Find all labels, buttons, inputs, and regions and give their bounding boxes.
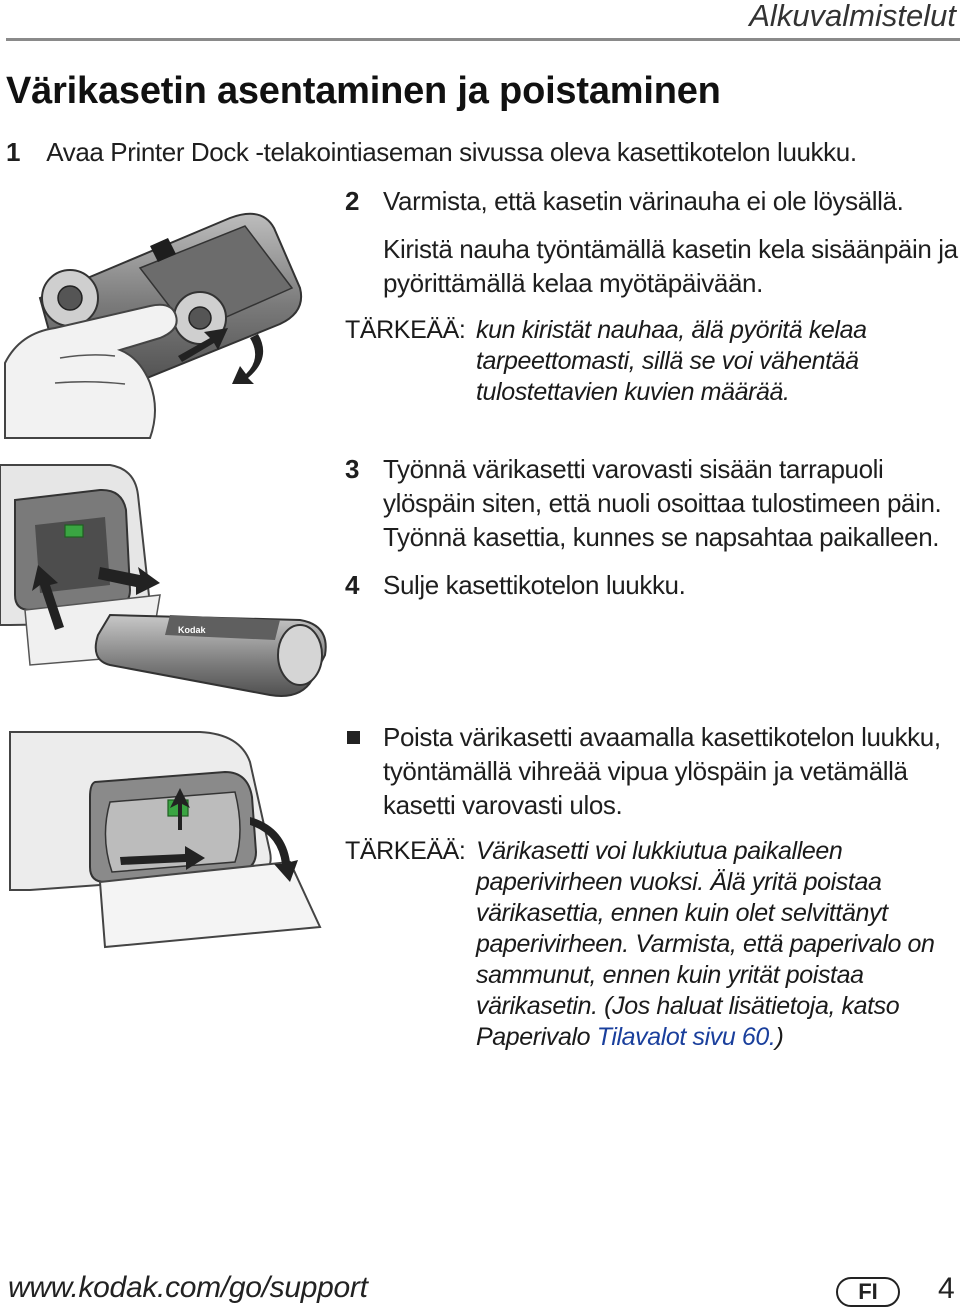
illustration-tighten-ribbon	[0, 188, 330, 443]
step-4	[345, 568, 685, 602]
note-2-line-7	[476, 1022, 935, 1053]
note-2-line-7-suffix: )	[775, 1023, 784, 1051]
page-title: Värikasetin asentaminen ja poistaminen	[6, 70, 721, 112]
illustration-remove-cartridge	[0, 722, 335, 954]
step-3-line-2: ylöspäin siten, että nuoli osoittaa tulostimeen päin.	[383, 488, 942, 518]
cartridge-brand-label: Kodak	[178, 625, 206, 635]
note-2-line-6: värikasetin. (Jos haluat lisätietoja, katso	[476, 992, 900, 1020]
step-2	[345, 184, 957, 300]
note-1-label: TÄRKEÄÄ:	[345, 316, 466, 344]
note-1-line-2: tarpeettomasti, sillä se voi vähentää	[476, 347, 859, 375]
note-2-line-5: sammunut, ennen kuin yrität poistaa	[476, 961, 864, 989]
note-2-line-3: värikasettia, ennen kuin olet selvittänyt	[476, 899, 888, 927]
step-4-number: 4	[345, 570, 360, 600]
section-title: Alkuvalmistelut	[749, 0, 956, 33]
step-2-line-2: Kiristä nauha työntämällä kasetin kela sisäänpäin ja	[383, 234, 958, 264]
step-1-text: Avaa Printer Dock -telakointiaseman sivussa oleva kasettikotelon luukku.	[46, 137, 857, 167]
note-1-line-1: kun kiristät nauhaa, älä pyöritä kelaa	[476, 316, 867, 344]
footer-support-url[interactable]: www.kodak.com/go/support	[8, 1271, 368, 1304]
step-3-number: 3	[345, 454, 360, 484]
header-rule	[6, 38, 960, 41]
step-3-line-3: Työnnä kasettia, kunnes se napsahtaa paikalleen.	[383, 522, 940, 552]
step-4-text: Sulje kasettikotelon luukku.	[383, 570, 686, 600]
removal-instructions	[345, 720, 957, 822]
note-2-line-1: Värikasetti voi lukkiutua paikalleen	[476, 837, 843, 865]
step-3-line-1: Työnnä värikasetti varovasti sisään tarrapuoli	[383, 454, 884, 484]
removal-line-2: työntämällä vihreää vipua ylöspäin ja vetämällä	[383, 756, 908, 786]
step-2-line-3: pyörittämällä kelaa myötäpäivään.	[383, 268, 763, 298]
note-important-1	[345, 315, 957, 415]
page-number: 4	[938, 1272, 955, 1305]
language-badge: FI	[836, 1277, 900, 1307]
illustration-insert-cartridge	[0, 455, 335, 705]
green-lever-icon	[65, 525, 83, 537]
note-1-line-3: tulostettavien kuvien määrää.	[476, 378, 790, 406]
step-3	[345, 452, 957, 554]
removal-line-3: kasetti varovasti ulos.	[383, 790, 623, 820]
note-2-line-7-prefix: Paperivalo	[476, 1023, 597, 1051]
step-2-line-1: Varmista, että kasetin värinauha ei ole löysällä.	[383, 186, 904, 216]
note-2-line-2: paperivirheen vuoksi. Älä yritä poistaa	[476, 868, 882, 896]
step-2-number: 2	[345, 186, 360, 216]
note-2-label: TÄRKEÄÄ:	[345, 837, 466, 865]
status-lights-link[interactable]: Tilavalot sivu 60.	[596, 1023, 776, 1051]
step-1	[6, 135, 857, 169]
note-2-line-4: paperivirheen. Varmista, että paperivalo on	[476, 930, 935, 958]
removal-line-1: Poista värikasetti avaamalla kasettikotelon luukku,	[383, 722, 941, 752]
note-important-2	[345, 836, 957, 1060]
bullet-square-icon	[347, 731, 360, 744]
step-1-number: 1	[6, 137, 21, 167]
